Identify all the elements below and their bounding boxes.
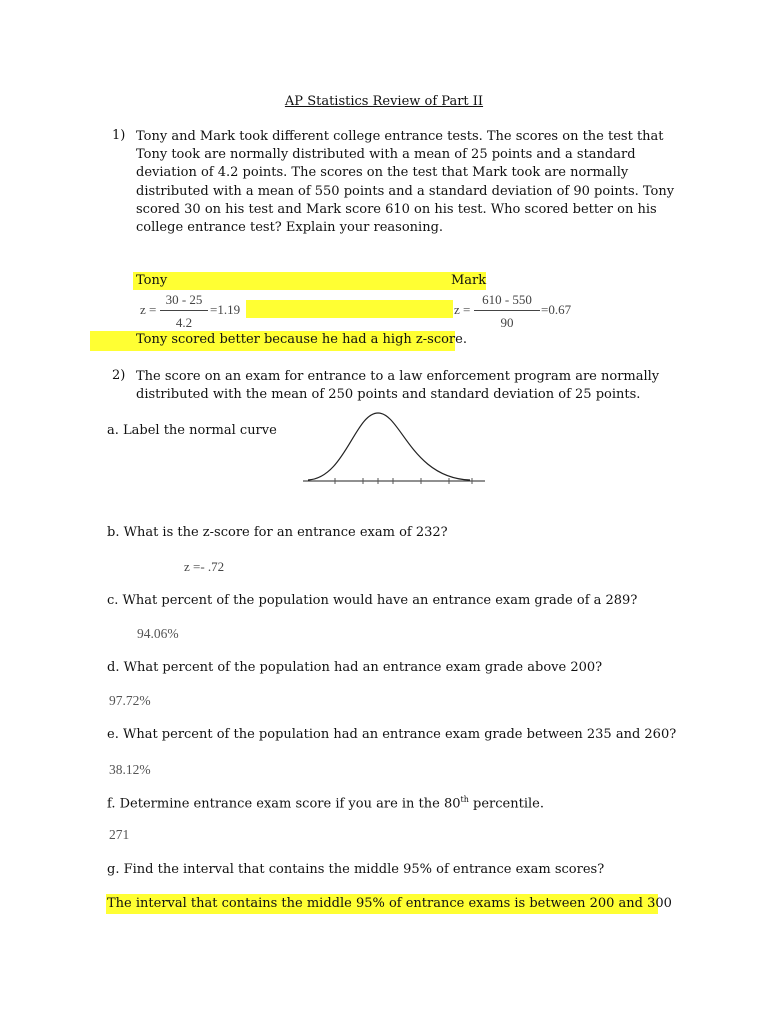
q2c-prompt: c. What percent of the population would have an entrance exam grade of a 289?: [107, 593, 638, 608]
normal-curve-figure: [300, 408, 488, 486]
q2c-answer: 94.06%: [137, 626, 179, 641]
q1-line: Tony took are normally distributed with a mean of 25 points and a standard: [136, 147, 636, 163]
mark-denominator: 90: [500, 315, 514, 330]
q2e-answer: 38.12%: [109, 762, 151, 777]
q2d-prompt: d. What percent of the population had an entrance exam grade above 200?: [107, 660, 603, 675]
page-title-text: AP Statistics Review of Part II: [284, 94, 484, 109]
q1-line: Tony and Mark took different college entrance tests. The scores on the test that: [136, 129, 664, 144]
q1-names-highlight: [133, 272, 486, 290]
q2-number: 2): [112, 368, 126, 383]
q1-line: deviation of 4.2 points. The scores on the test that Mark took are normally: [136, 165, 629, 181]
q2b-prompt: b. What is the z-score for an entrance exam of 232?: [107, 525, 448, 540]
q2d-answer: 97.72%: [109, 693, 151, 708]
tony-fraction-bar: [160, 310, 208, 311]
mark-z-result: =0.67: [541, 302, 572, 317]
q1-conclusion: Tony scored better because he had a high z-score.: [136, 332, 467, 347]
q1-line: scored 30 on his test and Mark score 610 on his test. Who scored better on his: [136, 201, 657, 217]
q2g-answer: The interval that contains the middle 95% of entrance exams is between 200 and 300: [107, 896, 672, 911]
q1-line: distributed with a mean of 550 points and a standard deviation of 90 points. Tony: [136, 183, 675, 199]
q2g-prompt: g. Find the interval that contains the middle 95% of entrance exam scores?: [107, 862, 605, 877]
mark-label: Mark: [451, 273, 487, 288]
page-title: [0, 94, 768, 109]
normal-curve: [308, 413, 470, 480]
q2a-prompt: a. Label the normal curve: [107, 423, 277, 438]
q2-line: distributed with the mean of 250 points and standard deviation of 25 points.: [136, 387, 641, 403]
q2f-prompt-main: f. Determine entrance exam score if you are in the 80: [107, 796, 461, 812]
q2-text: [136, 368, 659, 404]
q2b-answer: z =- .72: [184, 559, 225, 574]
mark-numerator: 610 - 550: [482, 292, 532, 307]
q2f-prompt-superscript: th: [460, 795, 469, 804]
q2f-prompt: [107, 795, 544, 811]
mark-fraction-bar: [474, 310, 540, 311]
q2e-prompt: e. What percent of the population had an entrance exam grade between 235 and 260?: [107, 727, 677, 742]
tony-z-result: =1.19: [210, 302, 241, 317]
tony-z-prefix: z =: [140, 302, 157, 317]
tony-denominator: 4.2: [175, 315, 193, 330]
q1-text: [136, 128, 674, 237]
q2f-answer: 271: [109, 827, 130, 842]
q1-line: college entrance test? Explain your reasoning.: [136, 220, 444, 236]
q1-number: 1): [112, 128, 126, 143]
tony-numerator: 30 - 25: [165, 292, 203, 307]
mark-z-prefix: z =: [454, 302, 471, 317]
tony-label: Tony: [136, 273, 168, 288]
q1-equation-highlight: [246, 300, 453, 318]
q2-line: The score on an exam for entrance to a law enforcement program are normally: [136, 369, 660, 384]
q2f-prompt-end: percentile.: [468, 796, 544, 812]
